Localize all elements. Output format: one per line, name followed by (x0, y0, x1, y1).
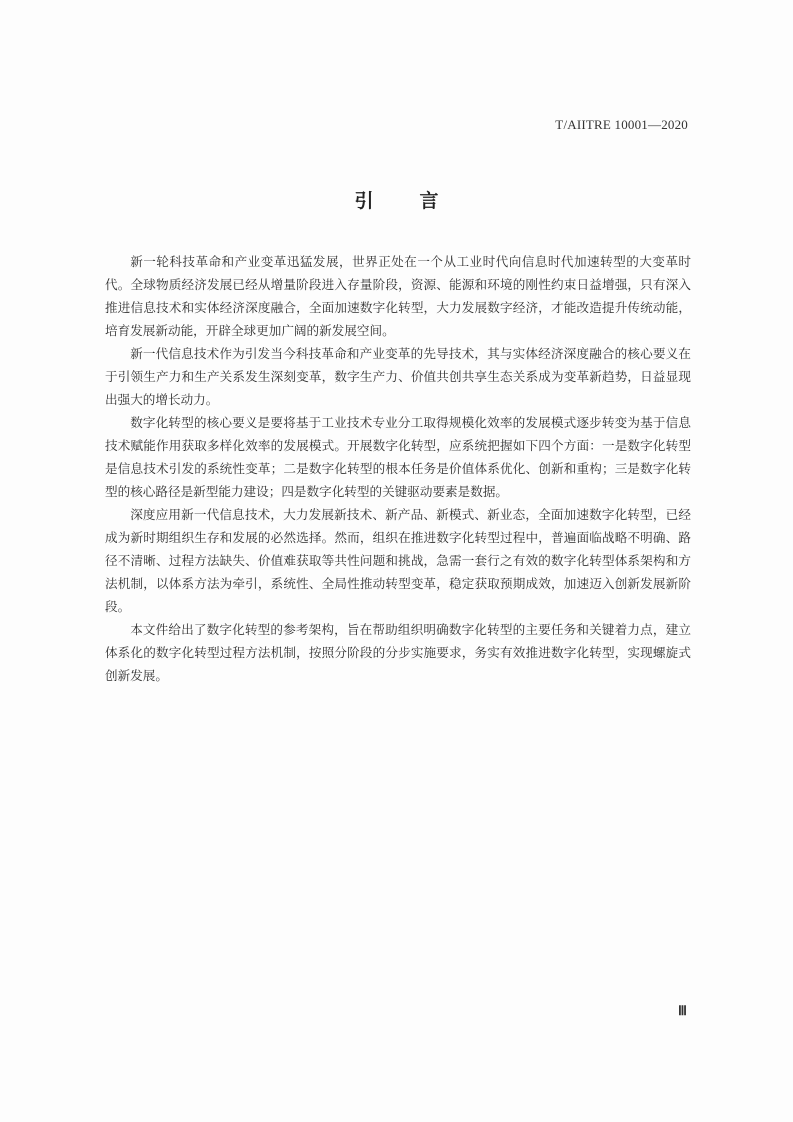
paragraph-4: 深度应用新一代信息技术，大力发展新技术、新产品、新模式、新业态，全面加速数字化转型，已经成为新时期组织生存和发展的必然选择。然而，组织在推进数字化转型过程中，普遍面临战略不明确、路径不清晰、过程方法缺失、价值难获取等共性问题和挑战，急需一套行之有效的数字化转型体系架构和方法机制，以体系方法为牵引，系统性、全局性推动转型变革，稳定获取预期成效，加速迈入创新发展新阶段。 (105, 507, 691, 614)
introduction-body (105, 250, 691, 687)
paragraph-2: 新一代信息技术作为引发当今科技革命和产业变革的先导技术，其与实体经济深度融合的核心要义在于引领生产力和生产关系发生深刻变革，数字生产力、价值共创共享生态关系成为变革新趋势，日益显现出强大的增长动力。 (105, 346, 691, 407)
paragraph-3: 数字化转型的核心要义是要将基于工业技术专业分工取得规模化效率的发展模式逐步转变为基于信息技术赋能作用获取多样化效率的发展模式。开展数字化转型，应系统把握如下四个方面：一是数字化转型是信息技术引发的系统性变革；二是数字化转型的根本任务是价值体系优化、创新和重构；三是数字化转型的核心路径是新型能力建设；四是数字化转型的关键驱动要素是数据。 (105, 415, 691, 499)
section-title (0, 186, 793, 213)
paragraph-5: 本文件给出了数字化转型的参考架构，旨在帮助组织明确数字化转型的主要任务和关键着力点，建立体系化的数字化转型过程方法机制，按照分阶段的分步实施要求，务实有效推进数字化转型，实现螺旋式创新发展。 (105, 622, 691, 683)
paragraph-1: 新一轮科技革命和产业变革迅猛发展，世界正处在一个从工业时代向信息时代加速转型的大变革时代。全球物质经济发展已经从增量阶段进入存量阶段，资源、能源和环境的刚性约束日益增强，只有深入推进信息技术和实体经济深度融合，全面加速数字化转型，大力发展数字经济，才能改造提升传统动能，培育发展新动能，开辟全球更加广阔的新发展空间。 (105, 254, 691, 338)
page-number: Ⅲ (678, 1003, 687, 1018)
section-title-char-1: 引 (354, 190, 374, 212)
section-title-char-2: 言 (419, 190, 439, 212)
document-code: T/AIITRE 10001—2020 (555, 117, 688, 132)
